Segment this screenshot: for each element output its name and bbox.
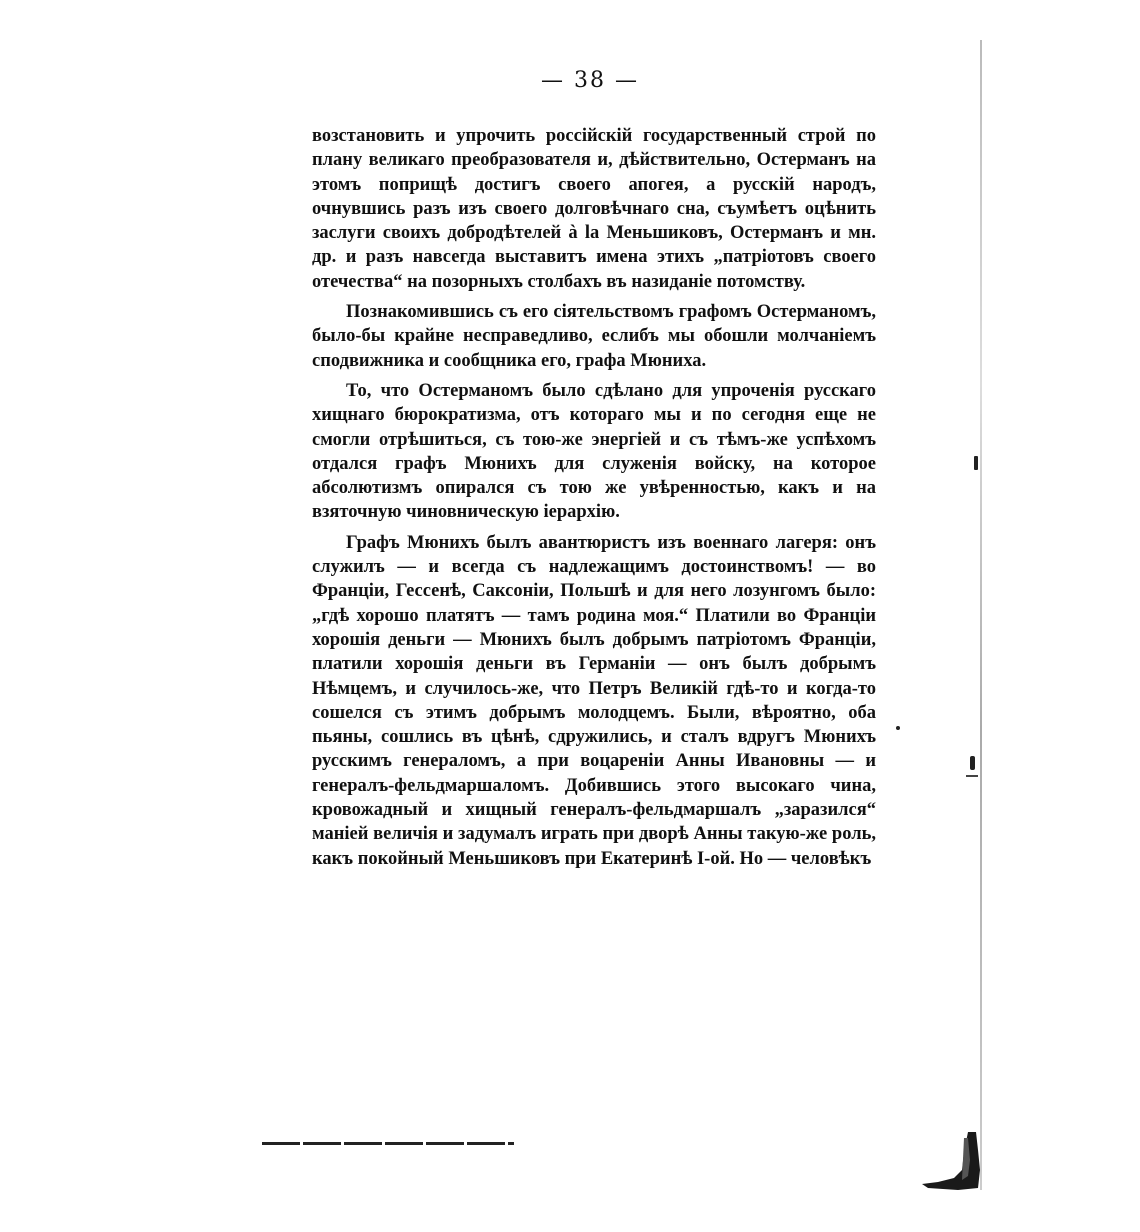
body-text xyxy=(312,124,876,871)
scan-mark xyxy=(970,756,975,770)
scan-mark xyxy=(896,726,900,730)
paragraph-3: То, что Остерманомъ было сдѣлано для упроченія русскаго хищнаго бюрократизма, отъ котораго мы и по сегодня еще не смогли отрѣшиться, съ тою-же энергіей и съ тѣмъ-же успѣхомъ отдался графъ Мюнихъ для служенія войску, на которое абсолютизмъ опирался съ тою же увѣренностью, какъ и на взяточную чиновническую іерархію. xyxy=(312,380,876,523)
bottom-rule xyxy=(262,1142,514,1145)
scan-mark xyxy=(966,775,978,777)
binding-mark-icon xyxy=(918,1130,982,1192)
scan-mark xyxy=(974,456,978,470)
paragraph-2: Познакомившись съ его сіятельствомъ графомъ Остерманомъ, было-бы крайне несправедливо, еслибъ мы обошли молчаніемъ сподвижника и сообщника его, графа Мюниха. xyxy=(312,302,876,371)
paragraph-4: Графъ Мюнихъ былъ авантюристъ изъ военнаго лагеря: онъ служилъ — и всегда съ надлежащимъ достоинствомъ! — во Франціи, Гессенѣ, Саксоніи, Польшѣ и для него лозунгомъ было: „гдѣ хорошо платятъ — тамъ родина моя.“ Платили во Франціи хорошія деньги — Мюнихъ былъ добрымъ патріотомъ Франціи, платили хорошія деньги въ Германіи — онъ былъ добрымъ Нѣмцемъ, и случилось-же, что Петръ Великій гдѣ-то и когда-то сошелся съ этимъ добрымъ молодцемъ. Были, вѣроятно, оба пьяны, сошлись въ цѣнѣ, сдружились, и сталъ вдругъ Мюнихъ русскимъ генераломъ, а при воцареніи Анны Ивановны — и генералъ-фельдмаршаломъ. Добившись этого высокаго чина, кровожадный и хищный генералъ-фельдмаршалъ „заразился“ маніей величія и задумалъ играть при дворѣ Анны такую-же роль, какъ покойный Меньшиковъ при Екатеринѣ I-ой. Но — человѣкъ xyxy=(312,532,876,869)
paragraph-1: возстановить и упрочить россійскій государственный строй по плану великаго преобразователя и, дѣйствительно, Остерманъ на этомъ поприщѣ достигъ своего апогея, а русскій народъ, очнувшись разъ изъ своего долговѣчнаго сна, съумѣетъ оцѣнить заслуги своихъ добродѣтелей à la Меньшиковъ, Остерманъ и мн. др. и разъ навсегда выставитъ имена этихъ „патріотовъ своего отечества“ на позорныхъ столбахъ въ назиданіе потомству. xyxy=(312,126,876,292)
page-edge xyxy=(980,40,982,1190)
page-number: — 38 — xyxy=(541,68,639,93)
